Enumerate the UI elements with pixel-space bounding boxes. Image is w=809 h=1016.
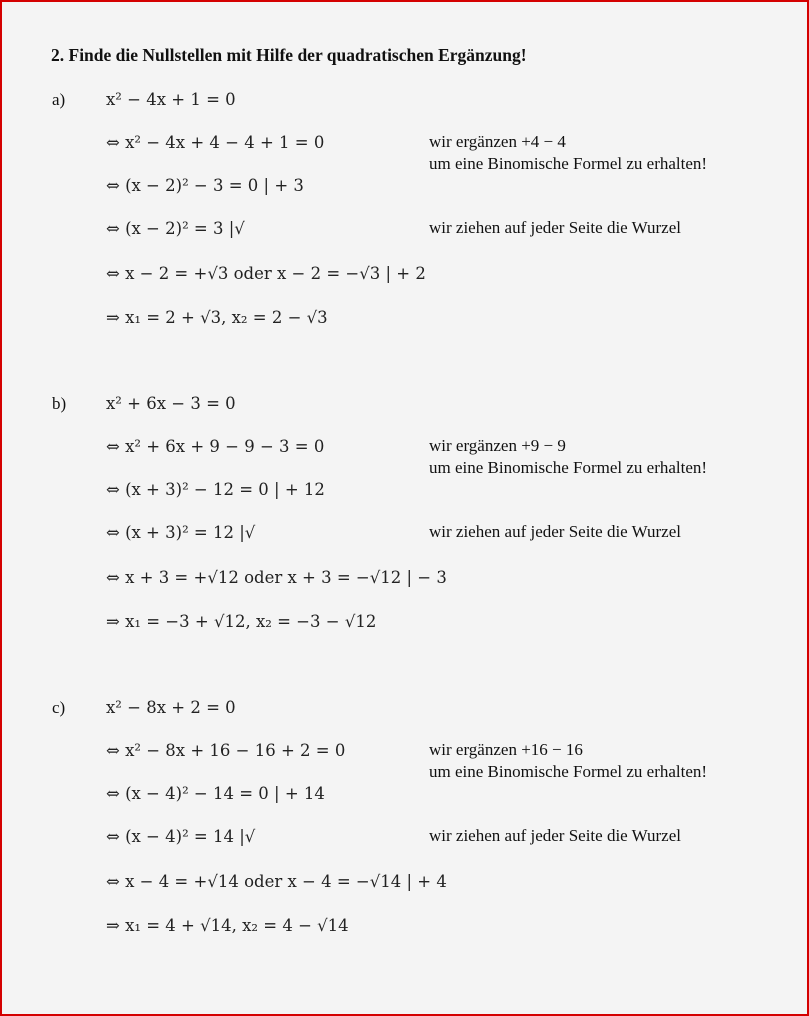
part-c-comment-1: wir ergänzen +16 − 16 xyxy=(429,740,583,759)
part-a-result: ⇒ x₁ = 2 + √3, x₂ = 2 − √3 xyxy=(106,308,328,327)
part-a-comment-3: wir ziehen auf jeder Seite die Wurzel xyxy=(429,218,681,237)
part-b-equation: x² + 6x − 3 = 0 xyxy=(106,394,236,413)
part-b-step-3: ⇔ (x + 3)² = 12 |√ xyxy=(106,523,256,542)
part-a-label: a) xyxy=(52,90,66,109)
part-a-equation: x² − 4x + 1 = 0 xyxy=(106,90,236,109)
part-b-comment-1: wir ergänzen +9 − 9 xyxy=(429,436,566,455)
part-c-result: ⇒ x₁ = 4 + √14, x₂ = 4 − √14 xyxy=(106,916,349,935)
part-a-step-4: ⇔ x − 2 = +√3 oder x − 2 = −√3 | + 2 xyxy=(106,264,426,283)
part-c-label: c) xyxy=(52,698,66,717)
part-c-comment-3: wir ziehen auf jeder Seite die Wurzel xyxy=(429,826,681,845)
part-a-comment-1: wir ergänzen +4 − 4 xyxy=(429,132,566,151)
part-c-step-3: ⇔ (x − 4)² = 14 |√ xyxy=(106,827,256,846)
part-b-label: b) xyxy=(52,394,67,413)
part-a-comment-2: um eine Binomische Formel zu erhalten! xyxy=(429,154,708,173)
part-a-step-3: ⇔ (x − 2)² = 3 |√ xyxy=(106,219,245,238)
part-c-step-4: ⇔ x − 4 = +√14 oder x − 4 = −√14 | + 4 xyxy=(106,872,447,891)
part-b-step-4: ⇔ x + 3 = +√12 oder x + 3 = −√12 | − 3 xyxy=(106,568,447,587)
part-c-equation: x² − 8x + 2 = 0 xyxy=(106,698,236,717)
part-a-step-1: ⇔ x² − 4x + 4 − 4 + 1 = 0 xyxy=(106,133,325,152)
part-c-step-2: ⇔ (x − 4)² − 14 = 0 | + 14 xyxy=(106,784,325,803)
part-b-step-1: ⇔ x² + 6x + 9 − 9 − 3 = 0 xyxy=(106,437,325,456)
part-b-step-2: ⇔ (x + 3)² − 12 = 0 | + 12 xyxy=(106,480,325,499)
part-b-result: ⇒ x₁ = −3 + √12, x₂ = −3 − √12 xyxy=(106,612,377,631)
part-c-step-1: ⇔ x² − 8x + 16 − 16 + 2 = 0 xyxy=(106,741,346,760)
part-a-step-2: ⇔ (x − 2)² − 3 = 0 | + 3 xyxy=(106,176,304,195)
exercise-title: 2. Finde die Nullstellen mit Hilfe der quadratischen Ergänzung! xyxy=(51,45,527,65)
part-b-comment-2: um eine Binomische Formel zu erhalten! xyxy=(429,458,708,477)
part-b-comment-3: wir ziehen auf jeder Seite die Wurzel xyxy=(429,522,681,541)
part-c-comment-2: um eine Binomische Formel zu erhalten! xyxy=(429,762,708,781)
